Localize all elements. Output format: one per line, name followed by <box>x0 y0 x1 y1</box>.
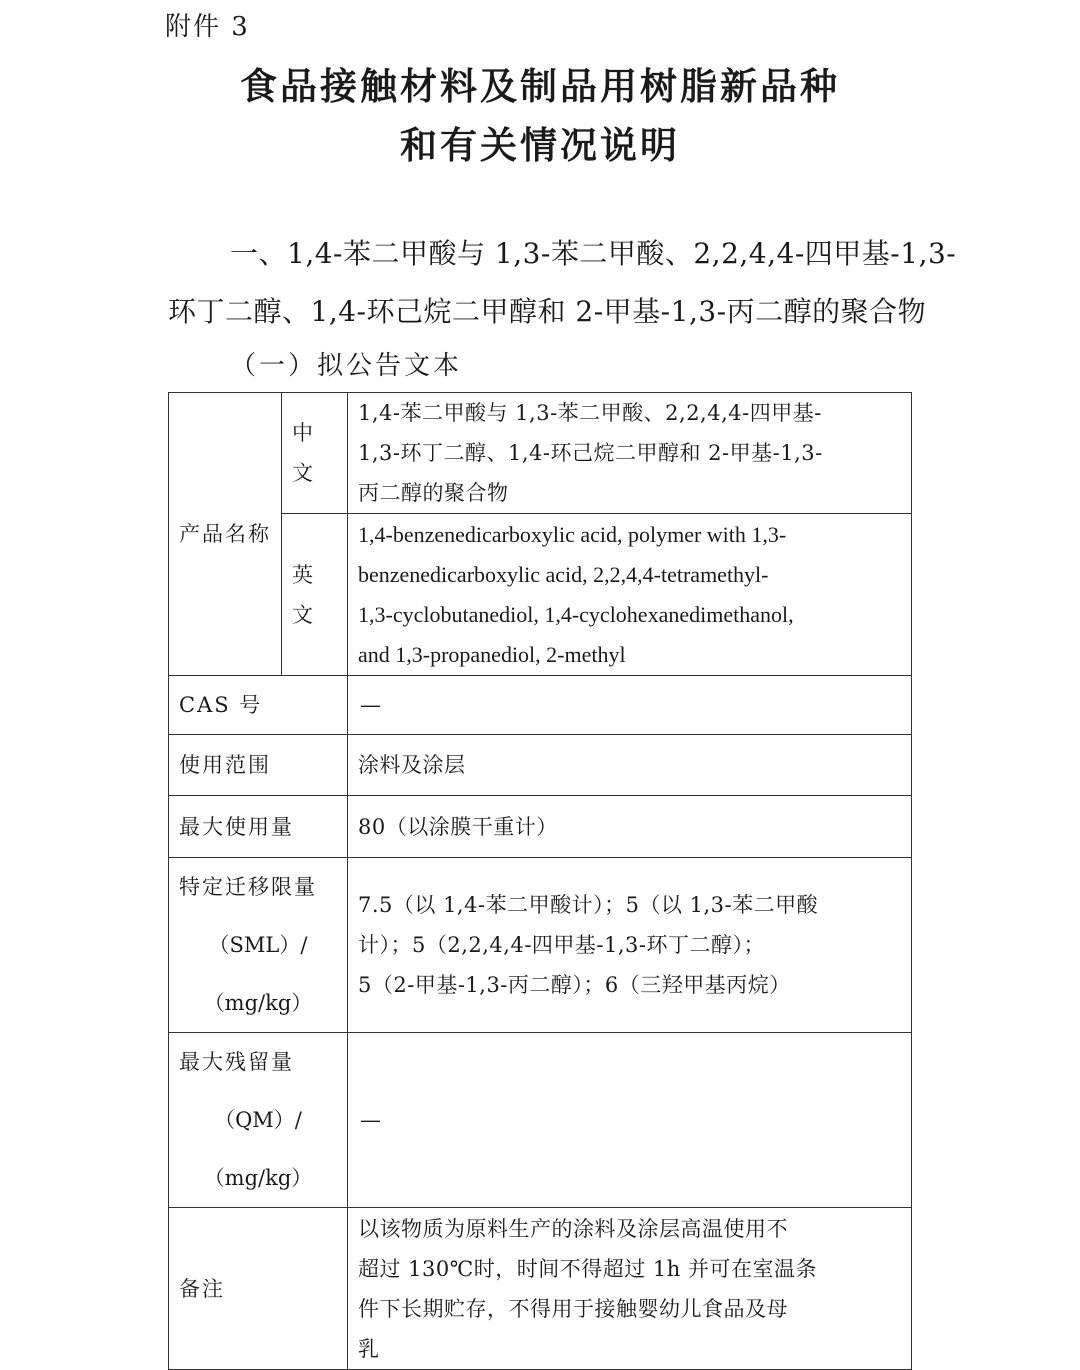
section-heading-line-2: 环丁二醇、1,4-环己烷二甲醇和 2-甲基-1,3-丙二醇的聚合物 <box>168 295 927 328</box>
table-row <box>169 393 912 514</box>
table-row <box>169 676 912 735</box>
table-row <box>169 735 912 796</box>
section-heading-line-1: 一、1,4-苯二甲酸与 1,3-苯二甲酸、2,2,4,4-四甲基-1,3- <box>230 237 957 270</box>
chinese-label: 中文 <box>282 393 348 514</box>
sml-value-line: 5（2-甲基-1,3-丙二醇）；6（三羟甲基丙烷） <box>358 973 791 997</box>
qm-value: — <box>348 1033 912 1208</box>
remarks-line: 乳 <box>358 1336 380 1361</box>
english-name-cell <box>348 514 912 676</box>
chinese-name-line: 1,4-苯二甲酸与 1,3-苯二甲酸、2,2,4,4-四甲基- <box>358 401 822 425</box>
chinese-name-line: 1,3-环丁二醇、1,4-环己烷二甲醇和 2-甲基-1,3- <box>358 441 823 465</box>
max-use-label: 最大使用量 <box>169 796 348 858</box>
document-title-line-1: 食品接触材料及制品用树脂新品种 <box>240 65 840 108</box>
qm-label-line-2: （QM）/（mg/kg） <box>203 1108 313 1190</box>
remarks-line: 以该物质为原料生产的涂料及涂层高温使用不 <box>358 1216 788 1241</box>
sml-value-line: 计）；5（2,2,4,4-四甲基-1,3-环丁二醇）； <box>358 933 766 957</box>
sml-label-cell <box>169 858 348 1033</box>
table-row <box>169 858 912 1033</box>
document-title-line-2: 和有关情况说明 <box>400 124 680 167</box>
english-name-line: and 1,3-propanediol, 2-methyl <box>358 641 626 667</box>
scope-label: 使用范围 <box>169 735 348 796</box>
max-use-value: 80（以涂膜干重计） <box>348 796 912 858</box>
table-row <box>169 1208 912 1370</box>
scope-value: 涂料及涂层 <box>348 735 912 796</box>
sml-label-line-1: 特定迁移限量 <box>179 875 317 899</box>
remarks-label: 备注 <box>169 1208 348 1370</box>
chinese-name-cell <box>348 393 912 514</box>
qm-label-cell <box>169 1033 348 1208</box>
sml-value-line: 7.5（以 1,4-苯二甲酸计）；5（以 1,3-苯二甲酸 <box>358 893 819 917</box>
remarks-line: 件下长期贮存，不得用于接触婴幼儿食品及母 <box>358 1296 788 1321</box>
english-name-line: benzenedicarboxylic acid, 2,2,4,4-tetramethyl- <box>358 561 769 587</box>
attachment-label: 附件 3 <box>165 12 250 42</box>
english-label: 英文 <box>282 514 348 676</box>
remarks-line: 超过 130℃时，时间不得超过 1h 并可在室温条 <box>358 1256 817 1281</box>
english-name-line: 1,4-benzenedicarboxylic acid, polymer with 1,3- <box>358 521 787 547</box>
product-name-label: 产品名称 <box>169 393 282 676</box>
announcement-table <box>168 392 912 1370</box>
english-name-line: 1,3-cyclobutanediol, 1,4-cyclohexanedimethanol, <box>358 601 794 627</box>
cas-label: CAS 号 <box>169 676 348 735</box>
table-row <box>169 796 912 858</box>
qm-label-line-1: 最大残留量 <box>179 1050 294 1074</box>
sml-label-line-2: （SML）/（mg/kg） <box>203 933 313 1015</box>
cas-value: — <box>348 676 912 735</box>
remarks-value-cell <box>348 1208 912 1370</box>
chinese-name-line: 丙二醇的聚合物 <box>358 481 509 505</box>
sml-value-cell <box>348 858 912 1033</box>
subsection-heading: （一）拟公告文本 <box>230 351 463 381</box>
table-row <box>169 1033 912 1208</box>
